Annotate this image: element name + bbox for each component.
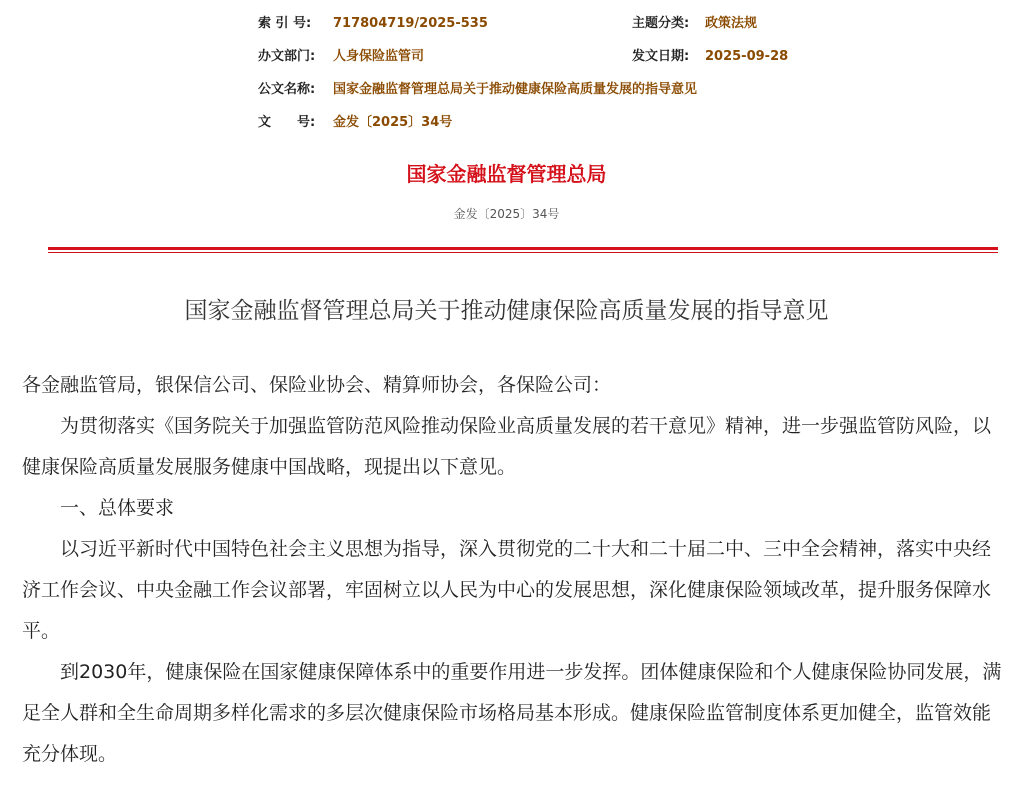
paragraph: 以习近平新时代中国特色社会主义思想为指导，深入贯彻党的二十大和二十届二中、三中全会精神，落实中央经济工作会议、中央金融工作会议部署，牢固树立以人民为中心的发展思想，深化健康保险领域改革，提升服务保障水平。 [22, 538, 992, 642]
doc-number-label: 文 号: [258, 115, 316, 130]
doc-name-label: 公文名称: [258, 82, 316, 97]
dept-value: 人身保险监管司 [333, 49, 425, 64]
header-doc-number: 金发〔2025〕34号 [453, 207, 560, 221]
dept-label: 办文部门: [258, 49, 316, 64]
document-body [22, 365, 1004, 775]
index-value: 717804719/2025-535 [333, 16, 488, 31]
doc-name-value: 国家金融监督管理总局关于推动健康保险高质量发展的指导意见 [333, 82, 698, 97]
red-divider [48, 247, 998, 250]
date-label: 发文日期: [632, 49, 690, 64]
topic-label: 主题分类: [632, 16, 690, 31]
salutation: 各金融监管局，银保信公司、保险业协会、精算师协会，各保险公司： [22, 374, 612, 396]
paragraph: 为贯彻落实《国务院关于加强监管防范风险推动保险业高质量发展的若干意见》精神，进一步强监管防风险，以健康保险高质量发展服务健康中国战略，现提出以下意见。 [22, 415, 992, 478]
red-divider-thin [48, 252, 998, 253]
doc-number-value: 金发〔2025〕34号 [333, 115, 453, 130]
agency-header: 国家金融监督管理总局 [406, 162, 607, 186]
document-title: 国家金融监督管理总局关于推动健康保险高质量发展的指导意见 [184, 298, 829, 324]
topic-value: 政策法规 [705, 16, 758, 31]
index-label: 索 引 号: [258, 16, 312, 31]
paragraph: 到2030年，健康保险在国家健康保障体系中的重要作用进一步发挥。团体健康保险和个人健康保险协同发展，满足全人群和全生命周期多样化需求的多层次健康保险市场格局基本形成。健康保险监管制度体系更加健全，监管效能充分体现。 [22, 661, 1002, 765]
section-heading: 一、总体要求 [60, 497, 175, 519]
date-value: 2025-09-28 [705, 49, 789, 64]
